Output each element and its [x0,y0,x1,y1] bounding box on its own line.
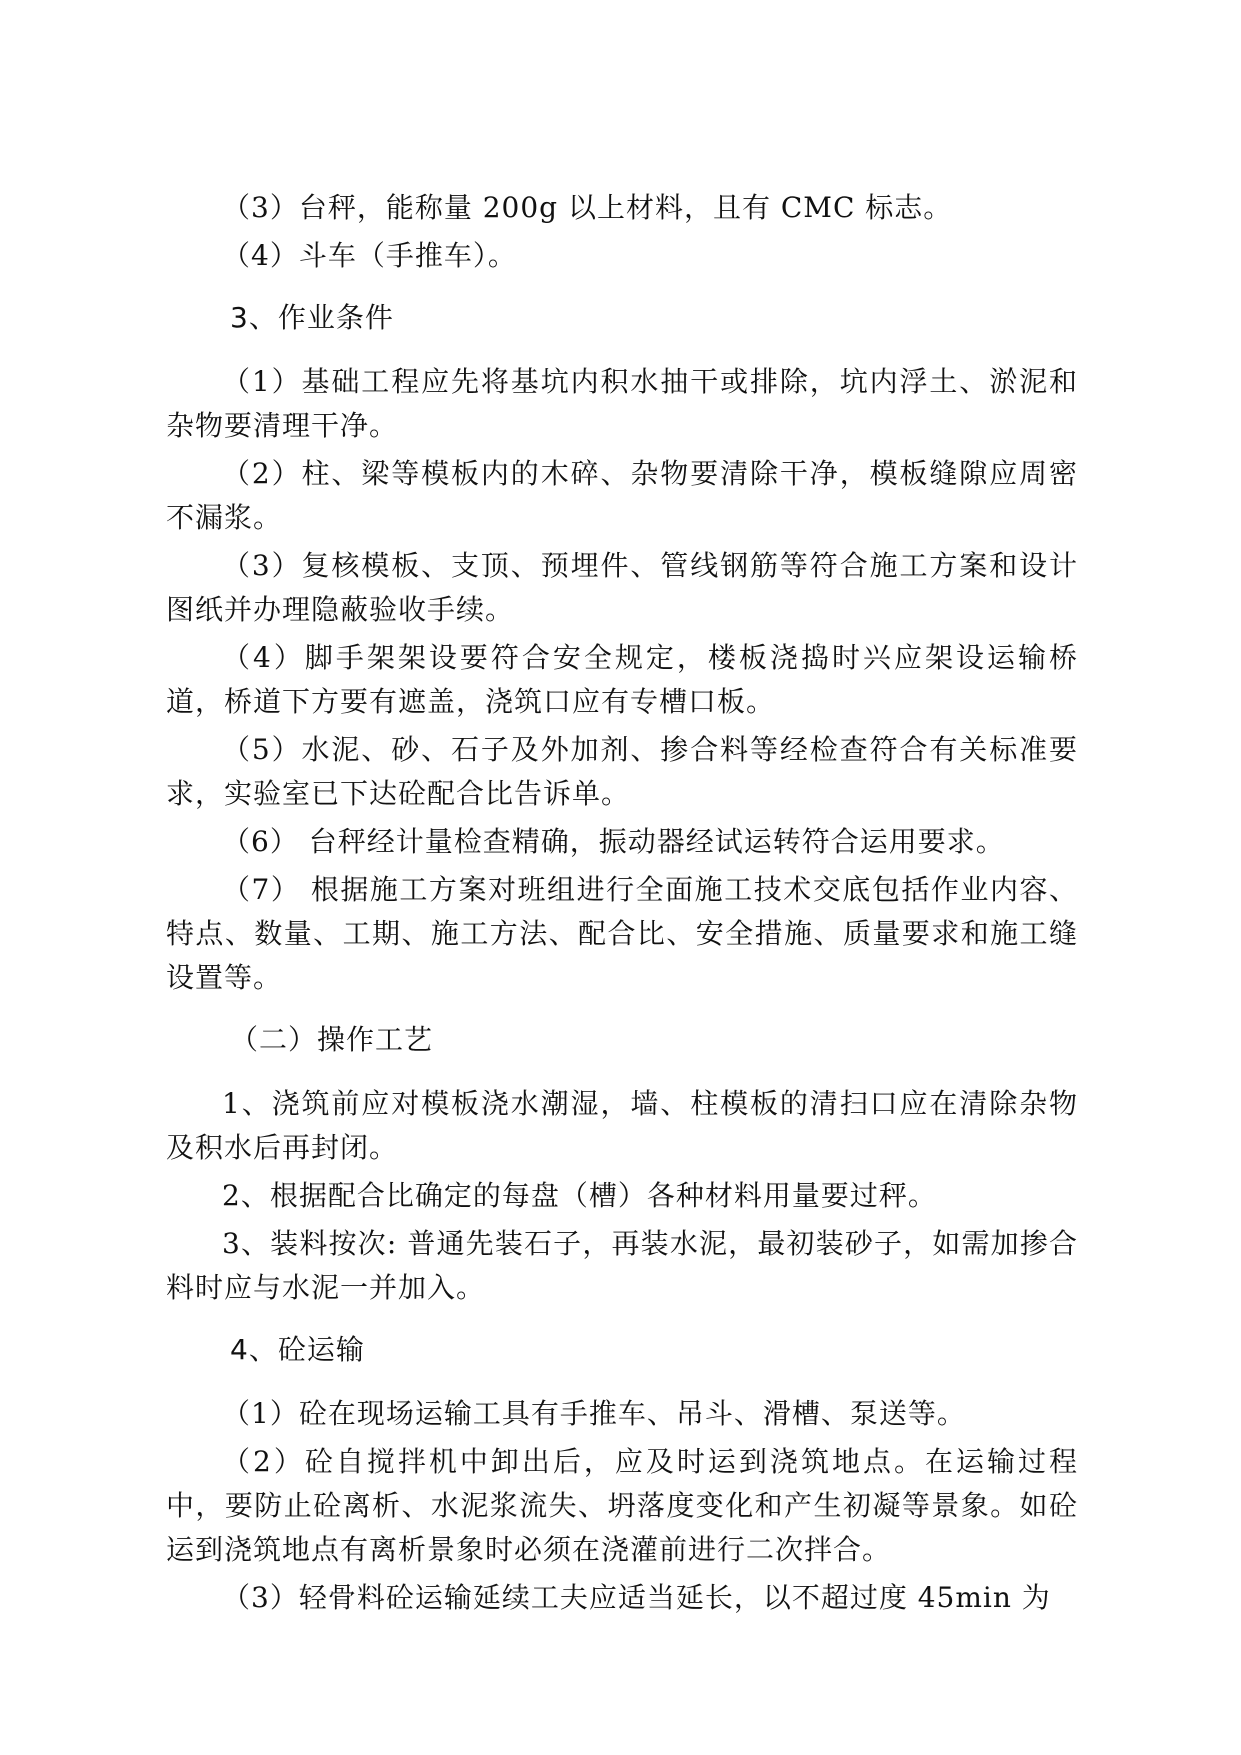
paragraph-transport-1: （1）砼在现场运输工具有手推车、吊斗、滑槽、泵送等。 [222,1397,966,1430]
paragraph-process-1: 1、浇筑前应对模板浇水潮湿，墙、柱模板的清扫口应在清除杂物及积水后再封闭。 [166,1087,1078,1164]
paragraph-condition-3: （3）复核模板、支顶、预埋件、管线钢筋等符合施工方案和设计图纸并办理隐蔽验收手续。 [166,549,1078,626]
paragraph-process-3: 3、装料按次: 普通先装石子，再装水泥，最初装砂子，如需加掺合料时应与水泥一并加入。 [166,1227,1078,1304]
paragraph-condition-7: （7） 根据施工方案对班组进行全面施工技术交底包括作业内容、特点、数量、工期、施工方法、配合比、安全措施、质量要求和施工缝设置等。 [166,873,1078,994]
paragraph-condition-5: （5）水泥、砂、石子及外加剂、掺合料等经检查符合有关标准要求，实验室已下达砼配合比告诉单。 [166,733,1078,810]
paragraph-condition-2: （2）柱、梁等模板内的木碎、杂物要清除干净，模板缝隙应周密不漏浆。 [166,457,1078,534]
section-heading-work-conditions: 3、作业条件 [230,301,394,334]
paragraph-cart: （4）斗车（手推车）。 [222,239,517,272]
document-body [166,186,1078,1624]
paragraph-transport-3: （3）轻骨料砼运输延续工夫应适当延长，以不超过度 45min 为 [222,1581,1051,1614]
paragraph-process-2: 2、根据配合比确定的每盘（槽）各种材料用量要过秤。 [222,1179,937,1212]
section-heading-concrete-transport: 4、砼运输 [230,1333,365,1366]
paragraph-condition-6: （6） 台秤经计量检查精确，振动器经试运转符合运用要求。 [222,825,1005,858]
paragraph-scale: （3）台秤，能称量 200g 以上材料，且有 CMC 标志。 [222,191,953,224]
paragraph-transport-2: （2）砼自搅拌机中卸出后，应及时运到浇筑地点。在运输过程中，要防止砼离析、水泥浆流失、坍落度变化和产生初凝等景象。如砼运到浇筑地点有离析景象时必须在浇灌前进行二次拌合。 [166,1445,1078,1566]
paragraph-condition-1: （1）基础工程应先将基坑内积水抽干或排除，坑内浮土、淤泥和杂物要清理干净。 [166,365,1078,442]
section-heading-operation-process: （二）操作工艺 [230,1023,434,1056]
paragraph-condition-4: （4）脚手架架设要符合安全规定，楼板浇捣时兴应架设运输桥道，桥道下方要有遮盖，浇筑口应有专槽口板。 [166,641,1078,718]
